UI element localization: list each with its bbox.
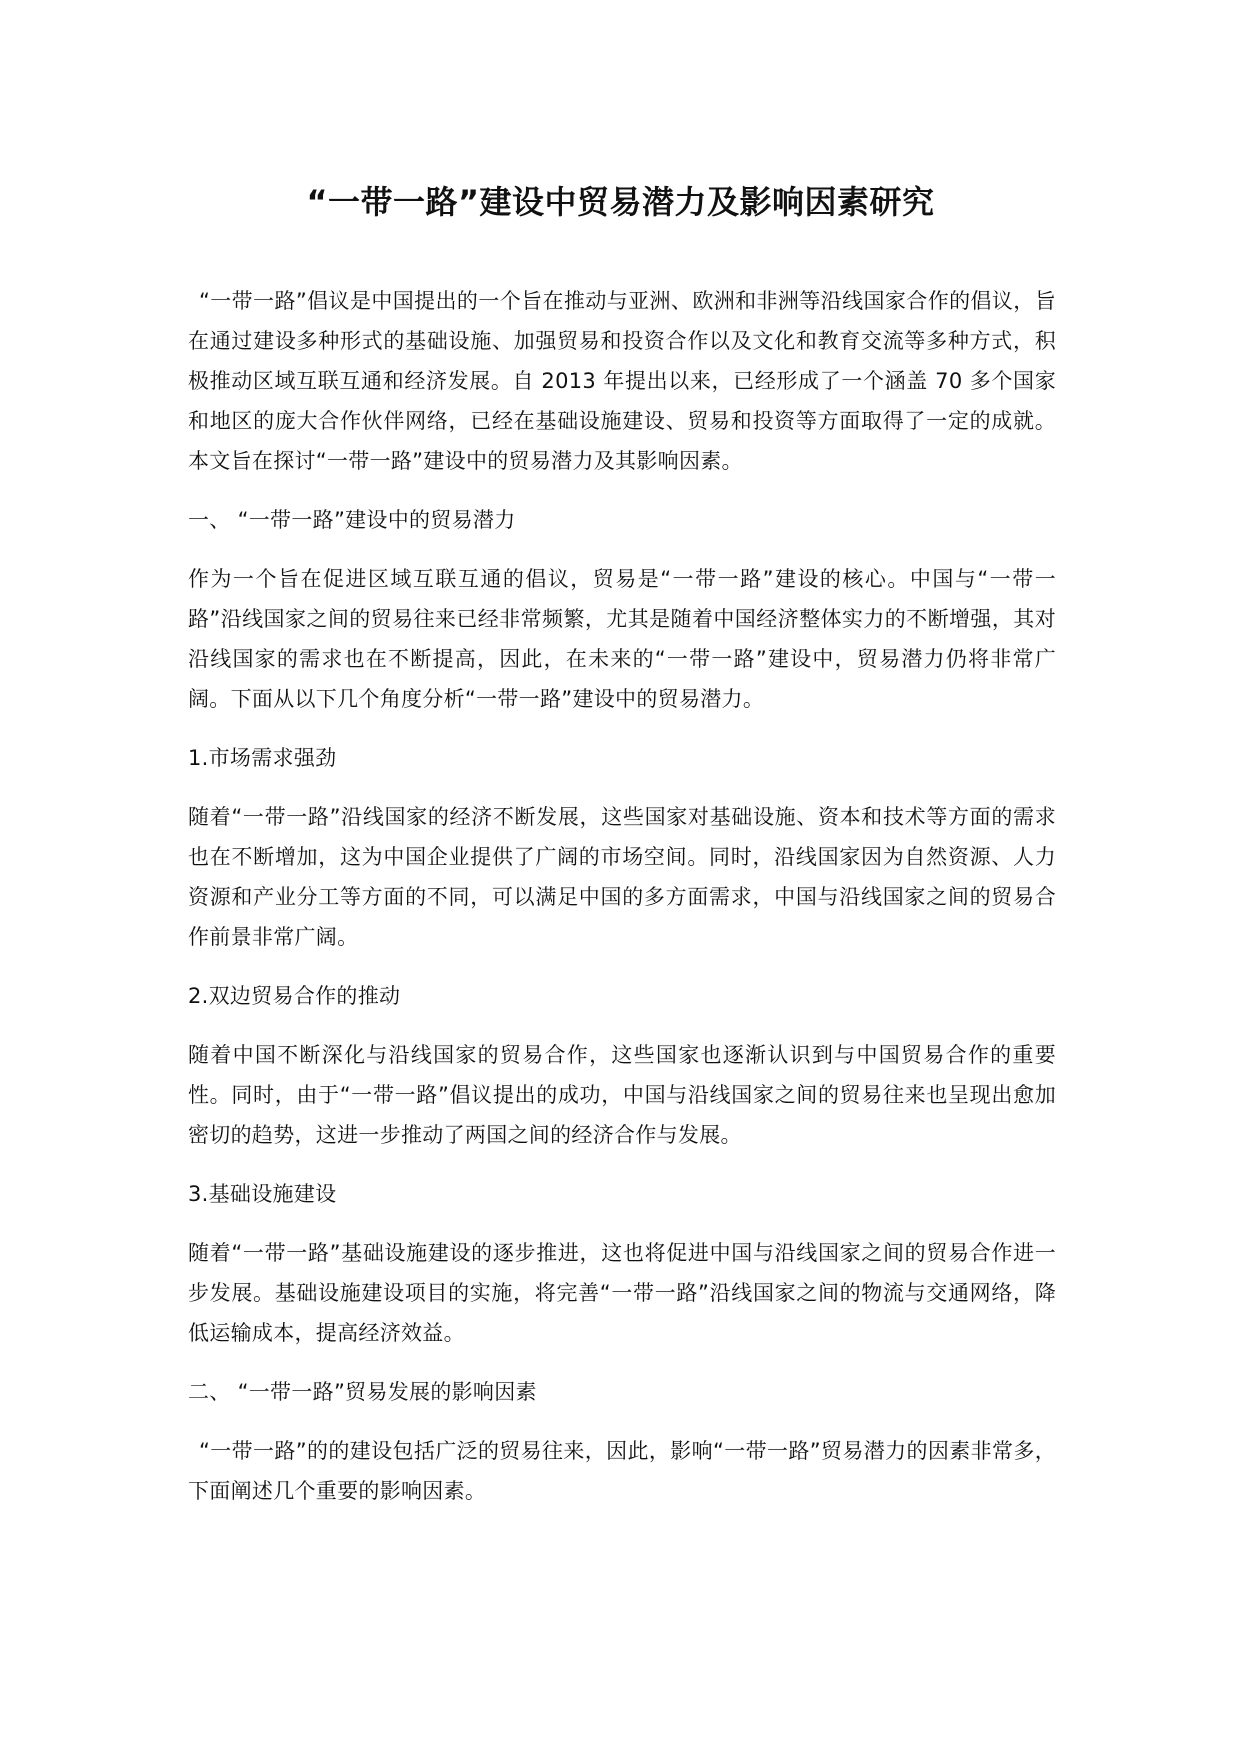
subsection-2-heading: 2.双边贸易合作的推动: [188, 984, 401, 1008]
subsection-2-paragraph: 随着中国不断深化与沿线国家的贸易合作，这些国家也逐渐认识到与中国贸易合作的重要性。同时，由于“一带一路”倡议提出的成功，中国与沿线国家之间的贸易往来也呈现出愈加密切的趋势，这进一步推动了两国之间的经济合作与发展。: [188, 1043, 1056, 1147]
subsection-1-paragraph: 随着“一带一路”沿线国家的经济不断发展，这些国家对基础设施、资本和技术等方面的需求也在不断增加，这为中国企业提供了广阔的市场空间。同时，沿线国家因为自然资源、人力资源和产业分工等方面的不同，可以满足中国的多方面需求，中国与沿线国家之间的贸易合作前景非常广阔。: [188, 805, 1056, 949]
section-1-heading: 一、 “一带一路”建设中的贸易潜力: [188, 508, 516, 532]
section-1-paragraph: 作为一个旨在促进区域互联互通的倡议，贸易是“一带一路”建设的核心。中国与“一带一路”沿线国家之间的贸易往来已经非常频繁，尤其是随着中国经济整体实力的不断增强，其对沿线国家的需求也在不断提高，因此，在未来的“一带一路”建设中，贸易潜力仍将非常广阔。下面从以下几个角度分析“一带一路”建设中的贸易潜力。: [188, 567, 1056, 711]
document-body: [188, 281, 1056, 1511]
section-2-paragraph: “一带一路”的的建设包括广泛的贸易往来，因此，影响“一带一路”贸易潜力的因素非常多，下面阐述几个重要的影响因素。: [188, 1439, 1056, 1503]
intro-paragraph: “一带一路”倡议是中国提出的一个旨在推动与亚洲、欧洲和非洲等沿线国家合作的倡议，旨在通过建设多种形式的基础设施、加强贸易和投资合作以及文化和教育交流等多种方式，积极推动区域互联互通和经济发展。自 2013 年提出以来，已经形成了一个涵盖 70 多个国家和地区的庞大合作伙伴网络，已经在基础设施建设、贸易和投资等方面取得了一定的成就。本文旨在探讨“一带一路”建设中的贸易潜力及其影响因素。: [188, 289, 1056, 473]
section-2-heading: 二、 “一带一路”贸易发展的影响因素: [188, 1380, 537, 1404]
subsection-1-heading: 1.市场需求强劲: [188, 746, 337, 770]
subsection-3-heading: 3.基础设施建设: [188, 1182, 337, 1206]
document-title: “一带一路”建设中贸易潜力及影响因素研究: [306, 183, 935, 221]
subsection-3-paragraph: 随着“一带一路”基础设施建设的逐步推进，这也将促进中国与沿线国家之间的贸易合作进一步发展。基础设施建设项目的实施，将完善“一带一路”沿线国家之间的物流与交通网络，降低运输成本，提高经济效益。: [188, 1241, 1056, 1345]
